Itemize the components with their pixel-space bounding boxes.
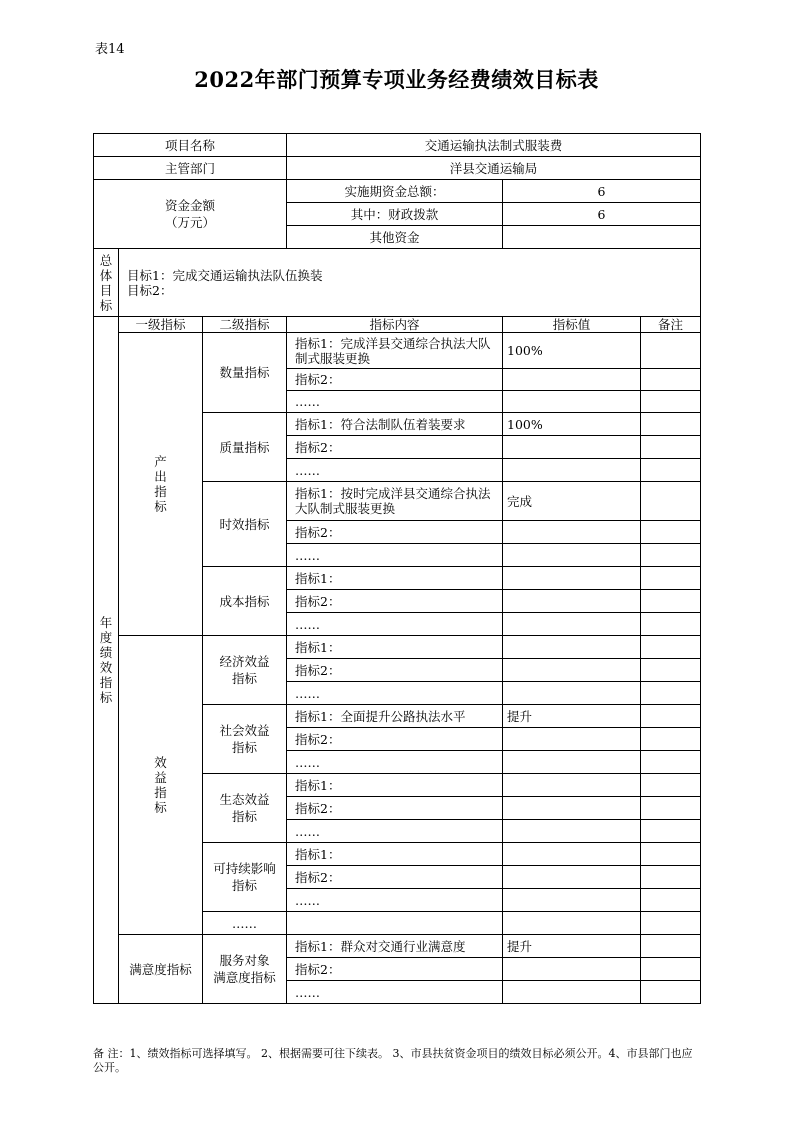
indicator-note: [641, 459, 701, 482]
indicator-note: [641, 751, 701, 774]
sustainable-impact-label: 可持续影响 指标: [203, 843, 287, 912]
project-name-value: 交通运输执法制式服装费: [287, 134, 701, 157]
social-benefit-label: 社会效益 指标: [203, 705, 287, 774]
indicator-value: [503, 912, 641, 935]
indicator-value: [503, 774, 641, 797]
indicator-note: [641, 333, 701, 369]
indicator-value: [503, 889, 641, 912]
economic-benefit-label: 经济效益 指标: [203, 636, 287, 705]
indicator-content: 指标2：: [287, 728, 503, 751]
timeliness-indicator-label: 时效指标: [203, 482, 287, 567]
ecological-benefit-label: 生态效益 指标: [203, 774, 287, 843]
indicator-note: [641, 958, 701, 981]
indicator-value: [503, 544, 641, 567]
indicator-value: [503, 981, 641, 1004]
row-funds-total: [94, 180, 701, 203]
cost-indicator-label: 成本指标: [203, 567, 287, 636]
indicator-value: [503, 590, 641, 613]
indicator-content: 指标2：: [287, 521, 503, 544]
indicator-note: [641, 981, 701, 1004]
indicator-content: 指标1：按时完成洋县交通综合执法大队制式服装更换: [287, 482, 503, 521]
indicator-content: 指标1：全面提升公路执法水平: [287, 705, 503, 728]
overall-goals-label: 总 体 目 标: [94, 249, 119, 317]
indicator-note: [641, 436, 701, 459]
funds-label: [94, 180, 287, 249]
indicator-note: [641, 659, 701, 682]
department-label: 主管部门: [94, 157, 287, 180]
col-level2-header: 二级指标: [203, 317, 287, 333]
indicator-note: [641, 774, 701, 797]
indicator-value: [503, 728, 641, 751]
table-row: [94, 333, 701, 369]
other-funds-label: 其他资金: [287, 226, 503, 249]
indicator-value: [503, 459, 641, 482]
indicator-content: 指标2：: [287, 436, 503, 459]
indicator-value: [503, 958, 641, 981]
indicator-value: [503, 436, 641, 459]
goal-1: 目标1：完成交通运输执法队伍换装: [127, 267, 323, 283]
indicator-content: ……: [287, 820, 503, 843]
indicator-note: [641, 843, 701, 866]
indicator-content: ……: [287, 981, 503, 1004]
indicator-content: 指标1：符合法制队伍着装要求: [287, 413, 503, 436]
other-funds-value: [503, 226, 701, 249]
footnote: 备 注：1、绩效指标可选择填写。 2、根据需要可往下续表。 3、市县扶贫资金项目的绩效目标必须公开。4、市县部门也应公开。: [93, 1047, 693, 1074]
fiscal-funds-value: 6: [503, 203, 701, 226]
service-satisfaction-label: 服务对象 满意度指标: [203, 935, 287, 1004]
table-row: [94, 636, 701, 659]
indicator-note: [641, 935, 701, 958]
indicator-note: [641, 590, 701, 613]
indicator-note: [641, 544, 701, 567]
total-funds-value: 6: [503, 180, 701, 203]
indicator-value: 提升: [503, 935, 641, 958]
project-name-label: 项目名称: [94, 134, 287, 157]
page-title: 2022年部门预算专项业务经费绩效目标表: [194, 67, 599, 92]
indicator-content: 指标2：: [287, 659, 503, 682]
indicator-value: [503, 391, 641, 413]
annual-indicators-label: 年 度 绩 效 指 标: [94, 317, 119, 1004]
indicator-note: [641, 567, 701, 590]
indicator-content: ……: [287, 459, 503, 482]
satisfaction-indicators-label: 满意度指标: [119, 935, 203, 1004]
indicator-value: [503, 369, 641, 391]
indicator-note: [641, 728, 701, 751]
table-row: [94, 935, 701, 958]
row-department: [94, 157, 701, 180]
indicator-content: ……: [287, 889, 503, 912]
performance-target-table: [93, 133, 701, 1004]
indicator-content: 指标1：: [287, 774, 503, 797]
quantity-indicator-label: 数量指标: [203, 333, 287, 413]
indicator-note: [641, 613, 701, 636]
indicator-value: [503, 567, 641, 590]
indicator-value: [503, 843, 641, 866]
indicator-content: 指标1：群众对交通行业满意度: [287, 935, 503, 958]
indicator-content: 指标2：: [287, 369, 503, 391]
col-content-header: 指标内容: [287, 317, 503, 333]
indicator-value: [503, 636, 641, 659]
indicator-note: [641, 889, 701, 912]
overall-goals-text: [119, 249, 701, 317]
indicator-content: ……: [287, 751, 503, 774]
indicator-content: ……: [287, 391, 503, 413]
indicator-content: [287, 912, 503, 935]
indicator-value: [503, 866, 641, 889]
indicator-content: ……: [287, 544, 503, 567]
indicator-value: 完成: [503, 482, 641, 521]
indicator-note: [641, 391, 701, 413]
indicator-content: 指标1：: [287, 843, 503, 866]
indicator-value: [503, 682, 641, 705]
table-label: 表14: [95, 42, 125, 57]
output-indicators-label: 产 出 指 标: [119, 333, 203, 636]
funds-unit-text: （万元）: [164, 215, 215, 230]
goal-2: 目标2：: [127, 282, 173, 298]
row-project-name: [94, 134, 701, 157]
indicator-note: [641, 820, 701, 843]
indicator-content: ……: [287, 682, 503, 705]
indicator-content: 指标2：: [287, 797, 503, 820]
department-value: 洋县交通运输局: [287, 157, 701, 180]
indicator-value: [503, 751, 641, 774]
indicator-note: [641, 866, 701, 889]
funds-label-text: 资金金额: [164, 198, 215, 213]
indicator-note: [641, 705, 701, 728]
indicator-note: [641, 797, 701, 820]
quality-indicator-label: 质量指标: [203, 413, 287, 482]
indicator-note: [641, 521, 701, 544]
fiscal-funds-label: 其中：财政拨款: [287, 203, 503, 226]
indicator-content: 指标2：: [287, 590, 503, 613]
indicator-note: [641, 636, 701, 659]
indicator-value: 提升: [503, 705, 641, 728]
indicator-value: [503, 820, 641, 843]
indicator-value: 100%: [503, 333, 641, 369]
indicator-content: 指标1：完成洋县交通综合执法大队制式服装更换: [287, 333, 503, 369]
indicator-value: [503, 797, 641, 820]
indicator-value: [503, 521, 641, 544]
indicator-note: [641, 912, 701, 935]
indicator-content: 指标1：: [287, 567, 503, 590]
row-overall-goals: [94, 249, 701, 317]
total-funds-label: 实施期资金总额：: [287, 180, 503, 203]
col-value-header: 指标值: [503, 317, 641, 333]
indicator-note: [641, 682, 701, 705]
benefit-indicators-label: 效 益 指 标: [119, 636, 203, 935]
indicator-value: [503, 659, 641, 682]
col-level1-header: 一级指标: [119, 317, 203, 333]
indicator-content: 指标2：: [287, 958, 503, 981]
indicator-content: 指标2：: [287, 866, 503, 889]
indicator-value: [503, 613, 641, 636]
indicator-note: [641, 482, 701, 521]
indicator-note: [641, 413, 701, 436]
indicator-content: 指标1：: [287, 636, 503, 659]
extra-indicator-label: ……: [203, 912, 287, 935]
indicator-content: ……: [287, 613, 503, 636]
indicator-note: [641, 369, 701, 391]
row-column-header: [94, 317, 701, 333]
col-note-header: 备注: [641, 317, 701, 333]
indicator-value: 100%: [503, 413, 641, 436]
